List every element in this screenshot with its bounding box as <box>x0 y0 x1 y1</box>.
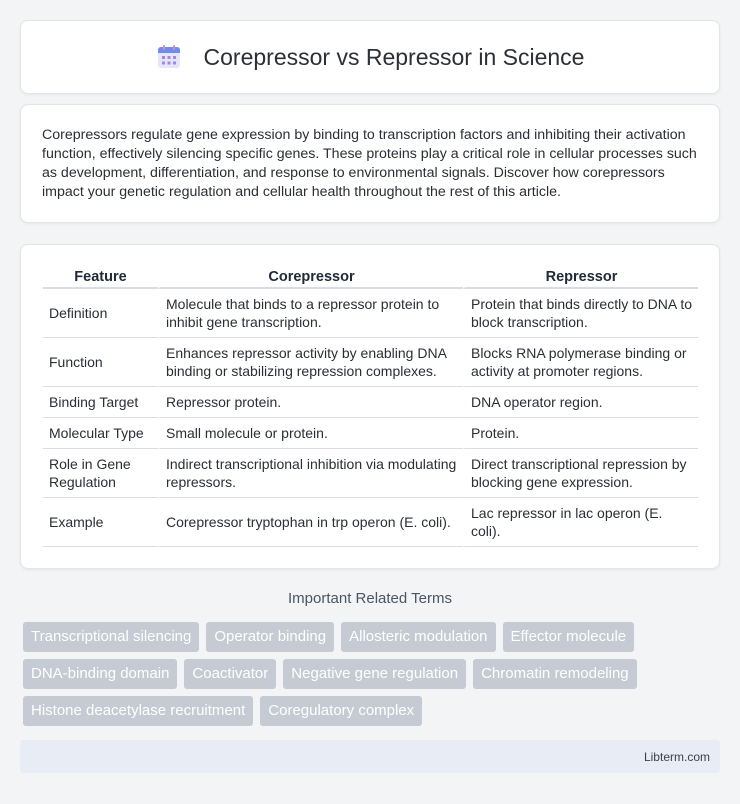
row-feature: Definition <box>43 289 158 338</box>
term-chip[interactable]: Allosteric modulation <box>341 622 495 652</box>
row-corepressor: Corepressor tryptophan in trp operon (E. coli). <box>158 498 463 547</box>
footer <box>20 740 720 773</box>
term-chip[interactable]: DNA-binding domain <box>23 659 177 689</box>
header-feature: Feature <box>43 265 158 289</box>
row-feature: Role in Gene Regulation <box>43 449 158 498</box>
table-row <box>43 338 698 387</box>
term-chip[interactable]: Effector molecule <box>503 622 635 652</box>
term-chip[interactable]: Transcriptional silencing <box>23 622 199 652</box>
row-repressor: Lac repressor in lac operon (E. coli). <box>463 498 698 547</box>
table-row <box>43 449 698 498</box>
term-chip[interactable]: Negative gene regulation <box>283 659 466 689</box>
row-repressor: Direct transcriptional repression by blocking gene expression. <box>463 449 698 498</box>
term-chip[interactable]: Chromatin remodeling <box>473 659 637 689</box>
row-feature: Molecular Type <box>43 418 158 449</box>
row-corepressor: Molecule that binds to a repressor protein to inhibit gene transcription. <box>158 289 463 338</box>
row-repressor: Protein. <box>463 418 698 449</box>
term-chip[interactable]: Histone deacetylase recruitment <box>23 696 253 726</box>
intro-card <box>20 104 720 223</box>
term-chip[interactable]: Coactivator <box>184 659 276 689</box>
row-feature: Function <box>43 338 158 387</box>
row-repressor: DNA operator region. <box>463 387 698 418</box>
table-row <box>43 418 698 449</box>
related-terms-title: Important Related Terms <box>288 590 452 607</box>
header-card <box>20 20 720 94</box>
comparison-card <box>20 244 720 569</box>
term-chip[interactable]: Coregulatory complex <box>260 696 422 726</box>
row-corepressor: Repressor protein. <box>158 387 463 418</box>
row-corepressor: Enhances repressor activity by enabling DNA binding or stabilizing repression complexes. <box>158 338 463 387</box>
header-repressor: Repressor <box>463 265 698 289</box>
row-corepressor: Indirect transcriptional inhibition via modulating repressors. <box>158 449 463 498</box>
row-repressor: Blocks RNA polymerase binding or activity at promoter regions. <box>463 338 698 387</box>
table-row <box>43 387 698 418</box>
row-feature: Example <box>43 498 158 547</box>
table-row <box>43 498 698 547</box>
page-title: Corepressor vs Repressor in Science <box>203 43 585 70</box>
row-corepressor: Small molecule or protein. <box>158 418 463 449</box>
comparison-table <box>43 265 698 547</box>
table-header-row <box>43 265 698 289</box>
row-repressor: Protein that binds directly to DNA to block transcription. <box>463 289 698 338</box>
intro-paragraph: Corepressors regulate gene expression by binding to transcription factors and inhibiting their activation function, effectively silencing specific genes. These proteins play a critical role in cellular processes such as development, differentiation, and response to environmental signals. Discover how corepressors impact your genetic regulation and cellular health throughout the rest of this article. <box>42 127 697 200</box>
footer-site-link[interactable]: Libterm.com <box>643 749 710 764</box>
table-row <box>43 289 698 338</box>
header-corepressor: Corepressor <box>158 265 463 289</box>
term-chip[interactable]: Operator binding <box>206 622 334 652</box>
calendar-grid-icon <box>156 44 182 70</box>
row-feature: Binding Target <box>43 387 158 418</box>
related-terms-list <box>23 622 723 733</box>
